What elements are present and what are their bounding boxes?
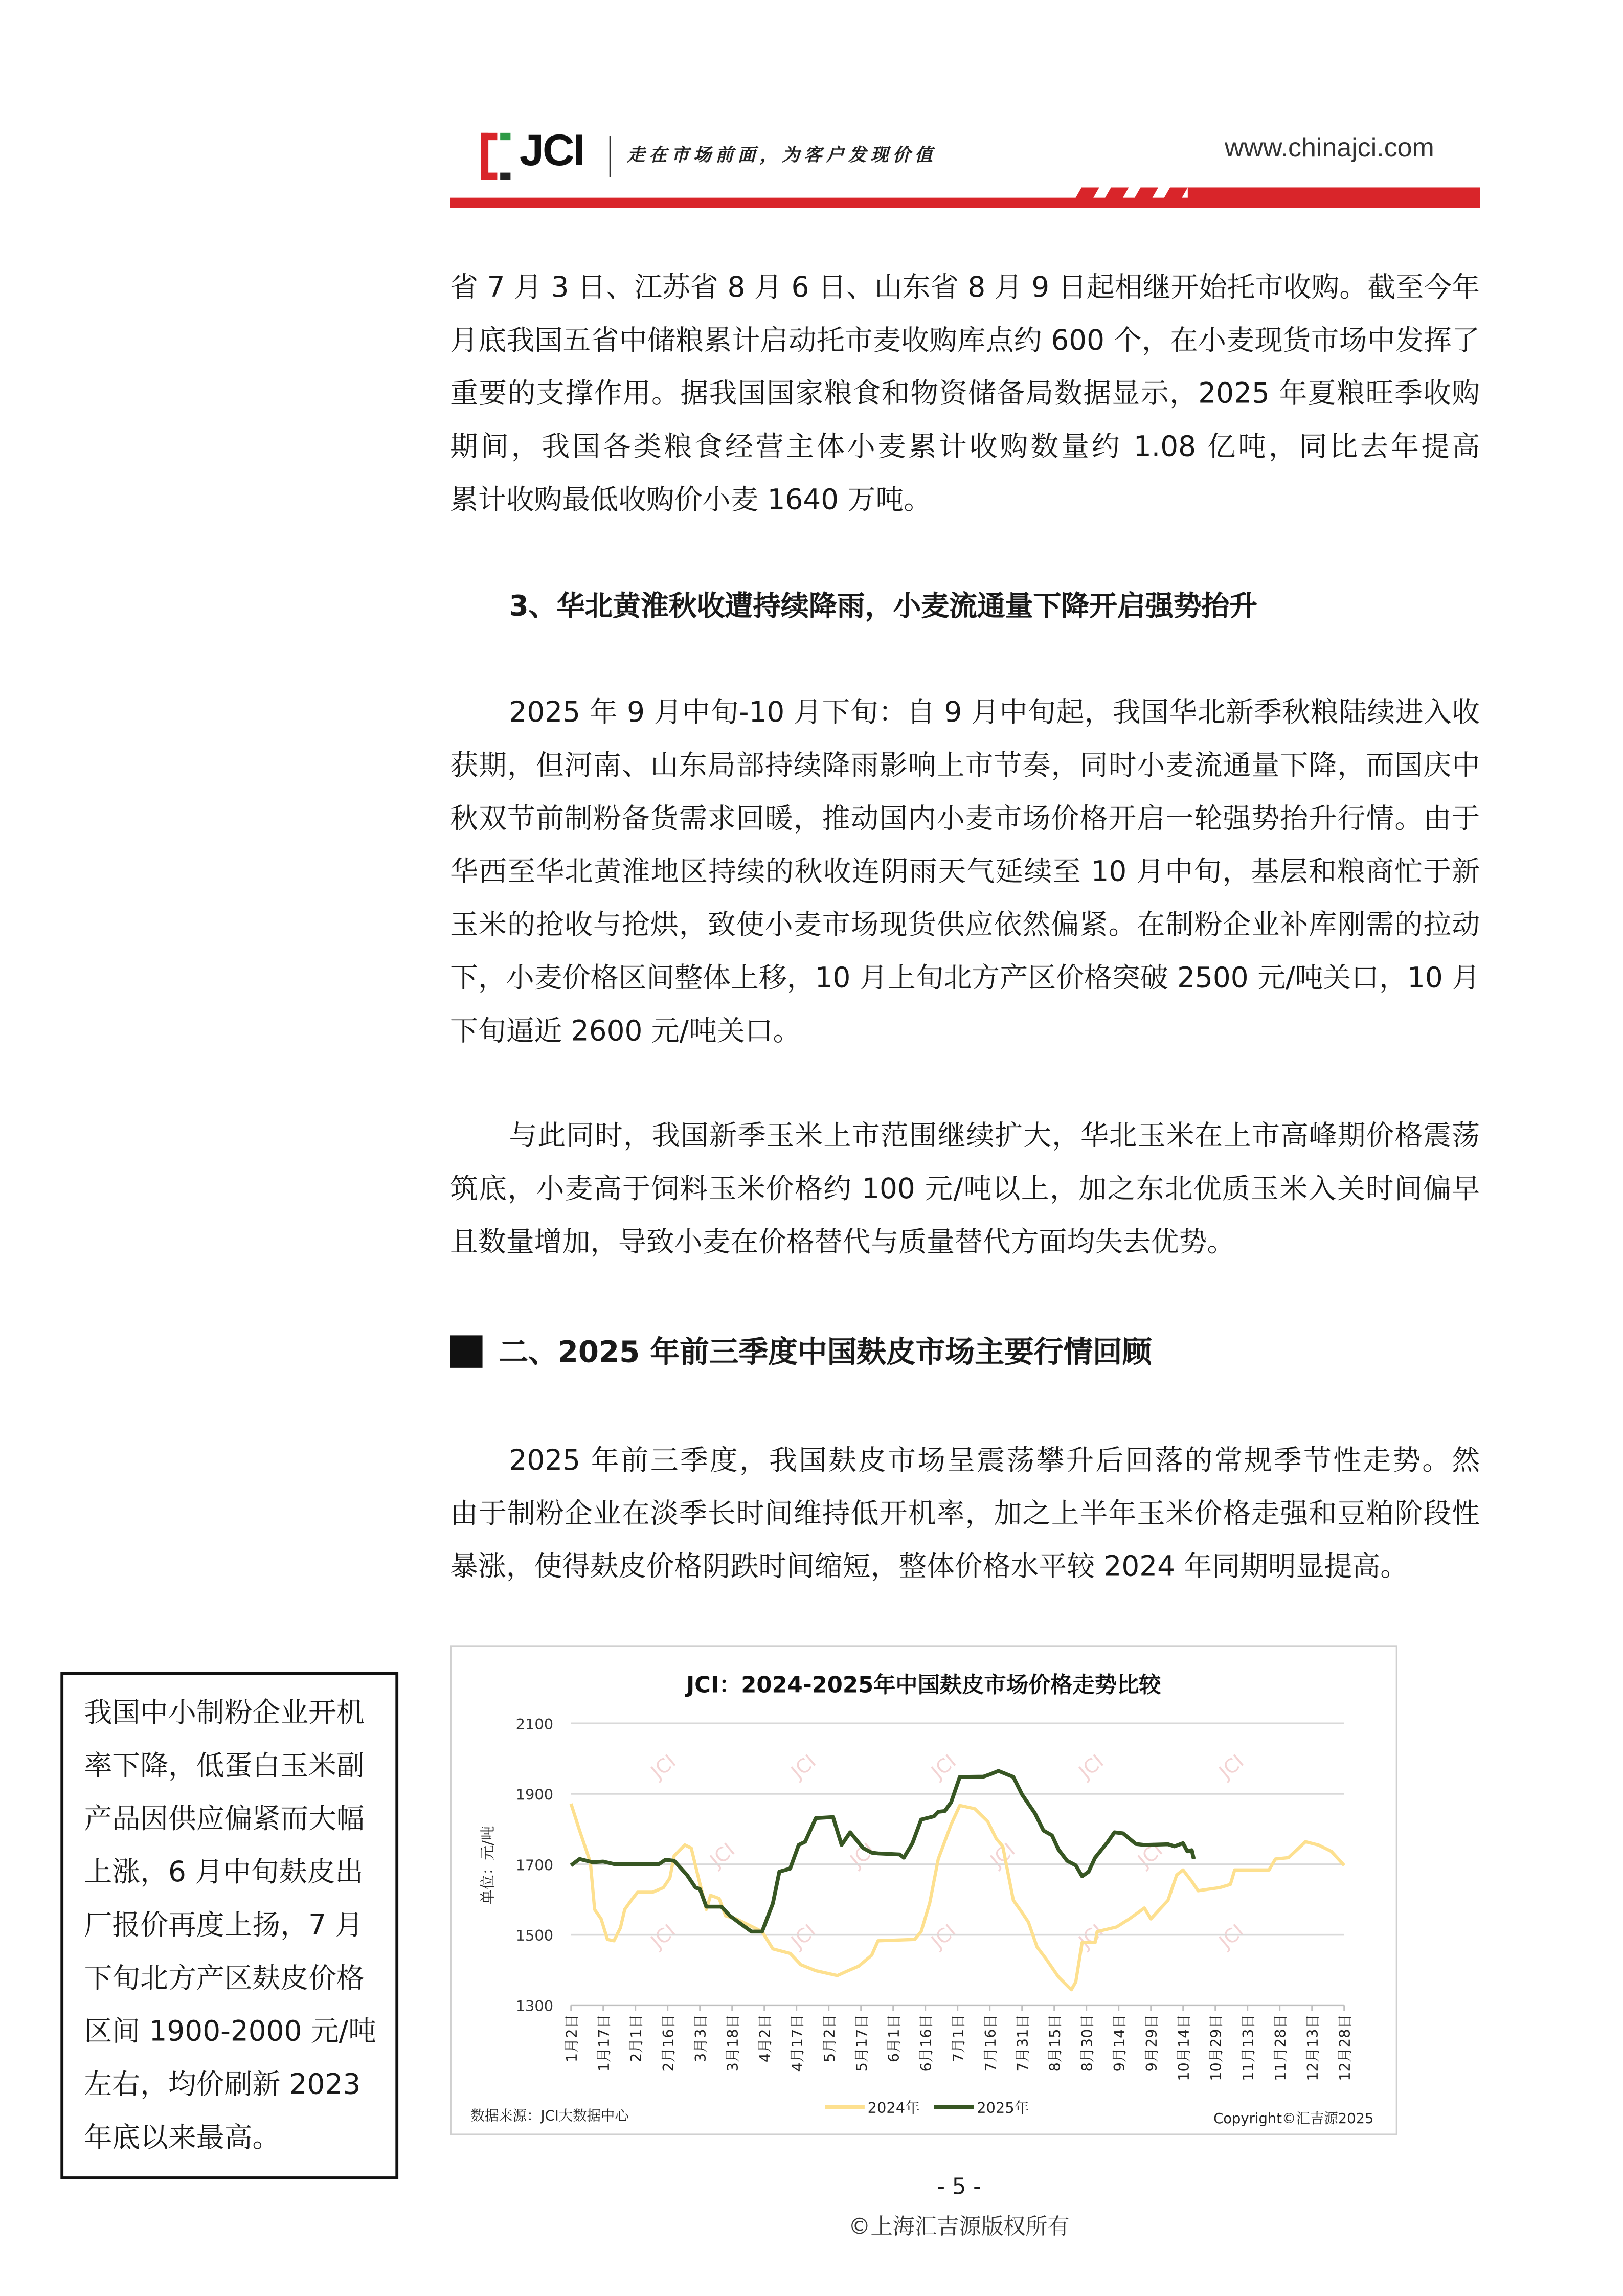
x-tick-label: 11月28日: [1272, 2014, 1290, 2081]
y-tick-label: 1300: [515, 1997, 554, 2015]
sidebar-line: 产品因供应偏紧而大幅: [84, 1803, 365, 1836]
y-tick-label: 1900: [515, 1786, 554, 1804]
paragraph-line: 由于制粉企业在淡季长时间维持低开机率，加之上半年玉米价格走强和豆粕阶段性: [450, 1497, 1480, 1530]
x-tick-label: 7月1日: [950, 2014, 967, 2063]
paragraph-line: 省 7 月 3 日、江苏省 8 月 6 日、山东省 8 月 9 日起相继开始托市收购。截至今年: [450, 271, 1480, 304]
paragraph-line: 2025 年前三季度，我国麸皮市场呈震荡攀升后回落的常规季节性走势。然: [509, 1444, 1480, 1477]
sidebar-callout: [60, 1672, 398, 2179]
x-tick-label: 8月30日: [1078, 2014, 1096, 2072]
y-tick-label: 1700: [515, 1856, 554, 1874]
watermark: JCI: [927, 1750, 960, 1783]
logo-divider: [610, 136, 611, 177]
sidebar-line: 厂报价再度上扬，7 月: [84, 1909, 364, 1942]
watermark: JCI: [927, 1919, 960, 1953]
section-heading: 二、2025 年前三季度中国麸皮市场主要行情回顾: [499, 1334, 1152, 1369]
paragraph-line: 且数量增加，导致小麦在价格替代与质量替代方面均失去优势。: [450, 1226, 1235, 1259]
watermark: JCI: [1133, 1838, 1167, 1872]
x-tick-label: 10月14日: [1175, 2014, 1193, 2081]
paragraph-line: 期间，我国各类粮食经营主体小麦累计收购数量约 1.08 亿吨，同比去年提高: [450, 431, 1480, 464]
paragraph-line: 筑底，小麦高于饲料玉米价格约 100 元/吨以上，加之东北优质玉米入关时间偏早: [450, 1173, 1480, 1206]
paragraph-line: 月底我国五省中储粮累计启动托市麦收购库点约 600 个，在小麦现货市场中发挥了: [450, 324, 1480, 357]
paragraph-line: 玉米的抢收与抢烘，致使小麦市场现货供应依然偏紧。在制粉企业补库刚需的拉动: [450, 909, 1480, 941]
paragraph-line: 华西至华北黄淮地区持续的秋收连阴雨天气延续至 10 月中旬，基层和粮商忙于新: [450, 856, 1480, 889]
watermark: JCI: [786, 1919, 820, 1953]
subheading: 3、华北黄淮秋收遭持续降雨，小麦流通量下降开启强势抬升: [509, 590, 1258, 623]
chart-svg: [452, 1647, 1396, 2133]
paragraph-line: 获期，但河南、山东局部持续降雨影响上市节奏，同时小麦流通量下降，而国庆中: [450, 749, 1480, 782]
x-tick-label: 4月2日: [756, 2014, 774, 2063]
paragraph-line: 与此同时，我国新季玉米上市范围继续扩大，华北玉米在上市高峰期价格震荡: [509, 1120, 1480, 1153]
x-tick-label: 12月13日: [1304, 2014, 1322, 2081]
sidebar-line: 年底以来最高。: [84, 2122, 281, 2154]
paragraph-line: 累计收购最低收购价小麦 1640 万吨。: [450, 484, 932, 516]
sidebar-line: 上涨，6 月中旬麸皮出: [84, 1856, 364, 1889]
paragraph-line: 下，小麦价格区间整体上移，10 月上旬北方产区价格突破 2500 元/吨关口，10 月: [450, 962, 1480, 995]
watermark: JCI: [646, 1750, 680, 1783]
x-tick-label: 8月15日: [1046, 2014, 1064, 2072]
footer-copyright: ©上海汇吉源版权所有: [848, 2213, 1070, 2240]
website-url: www.chinajci.com: [1224, 132, 1434, 163]
x-tick-label: 11月13日: [1239, 2014, 1257, 2081]
paragraph-line: 重要的支撑作用。据我国国家粮食和物资储备局数据显示，2025 年夏粮旺季收购: [450, 377, 1480, 411]
bran-price-chart: [450, 1645, 1397, 2135]
x-tick-label: 2月16日: [660, 2014, 678, 2072]
y-tick-label: 1500: [515, 1927, 554, 1945]
x-tick-label: 7月16日: [982, 2014, 1000, 2072]
watermark: JCI: [1214, 1919, 1248, 1953]
x-tick-label: 12月28日: [1336, 2014, 1354, 2081]
sidebar-line: 下旬北方产区麸皮价格: [84, 1962, 365, 1995]
x-tick-label: 1月2日: [563, 2014, 581, 2063]
sidebar-line: 左右，均价刷新 2023: [84, 2068, 361, 2101]
watermark: JCI: [1074, 1919, 1108, 1953]
data-source: 数据来源：JCI大数据中心: [470, 2108, 629, 2124]
sidebar-line: 区间 1900-2000 元/吨: [84, 2015, 376, 2049]
sidebar-line: 率下降，低蛋白玉米副: [84, 1750, 365, 1783]
paragraph-line: 秋双节前制粉备货需求回暖，推动国内小麦市场价格开启一轮强势抬升行情。由于: [450, 802, 1480, 836]
x-tick-label: 1月17日: [595, 2014, 613, 2072]
x-tick-label: 5月17日: [853, 2014, 871, 2072]
header-red-bar: [450, 183, 1480, 210]
paragraph-line: 2025 年 9 月中旬-10 月下旬：自 9 月中旬起，我国华北新季秋粮陆续进入收: [509, 696, 1480, 729]
x-tick-label: 10月29日: [1207, 2014, 1225, 2081]
sidebar-line: 我国中小制粉企业开机: [84, 1697, 365, 1729]
section-square-icon: [450, 1335, 482, 1367]
x-tick-label: 2月1日: [627, 2014, 645, 2063]
paragraph-line: 暴涨，使得麸皮价格阴跌时间缩短，整体价格水平较 2024 年同期明显提高。: [450, 1550, 1409, 1584]
x-tick-label: 3月3日: [692, 2014, 710, 2063]
series-line-2025年: [571, 1771, 1194, 1931]
x-tick-label: 6月1日: [885, 2014, 903, 2063]
series-line-2024年: [571, 1804, 1344, 1990]
legend-label: 2025年: [977, 2099, 1029, 2117]
paragraph-line: 下旬逼近 2600 元/吨关口。: [450, 1015, 801, 1048]
x-tick-label: 3月18日: [724, 2014, 742, 2072]
watermark: JCI: [705, 1838, 739, 1872]
x-tick-label: 6月16日: [917, 2014, 935, 2072]
jci-logo-icon: [481, 133, 513, 180]
x-tick-label: 5月2日: [821, 2014, 839, 2063]
slogan: 走在市场前面，为客户发现价值: [627, 144, 937, 166]
watermark: JCI: [646, 1919, 680, 1953]
watermark: JCI: [986, 1838, 1020, 1872]
watermark: JCI: [1074, 1750, 1108, 1783]
x-tick-label: 9月29日: [1143, 2014, 1161, 2072]
logo-text: JCI: [519, 127, 584, 176]
page-number: - 5 -: [937, 2173, 981, 2200]
x-tick-label: 9月14日: [1111, 2014, 1129, 2072]
x-tick-label: 7月31日: [1014, 2014, 1032, 2072]
chart-title: JCI：2024-2025年中国麸皮市场价格走势比较: [686, 1672, 1161, 1698]
y-axis-label: 单位：元/吨: [479, 1826, 497, 1905]
y-tick-label: 2100: [515, 1715, 554, 1733]
x-tick-label: 4月17日: [788, 2014, 806, 2072]
watermark: JCI: [1214, 1750, 1248, 1783]
watermark: JCI: [786, 1750, 820, 1783]
legend-label: 2024年: [867, 2099, 920, 2117]
watermark: JCI: [845, 1838, 880, 1872]
chart-copyright: Copyright©汇吉源2025: [1213, 2111, 1374, 2127]
